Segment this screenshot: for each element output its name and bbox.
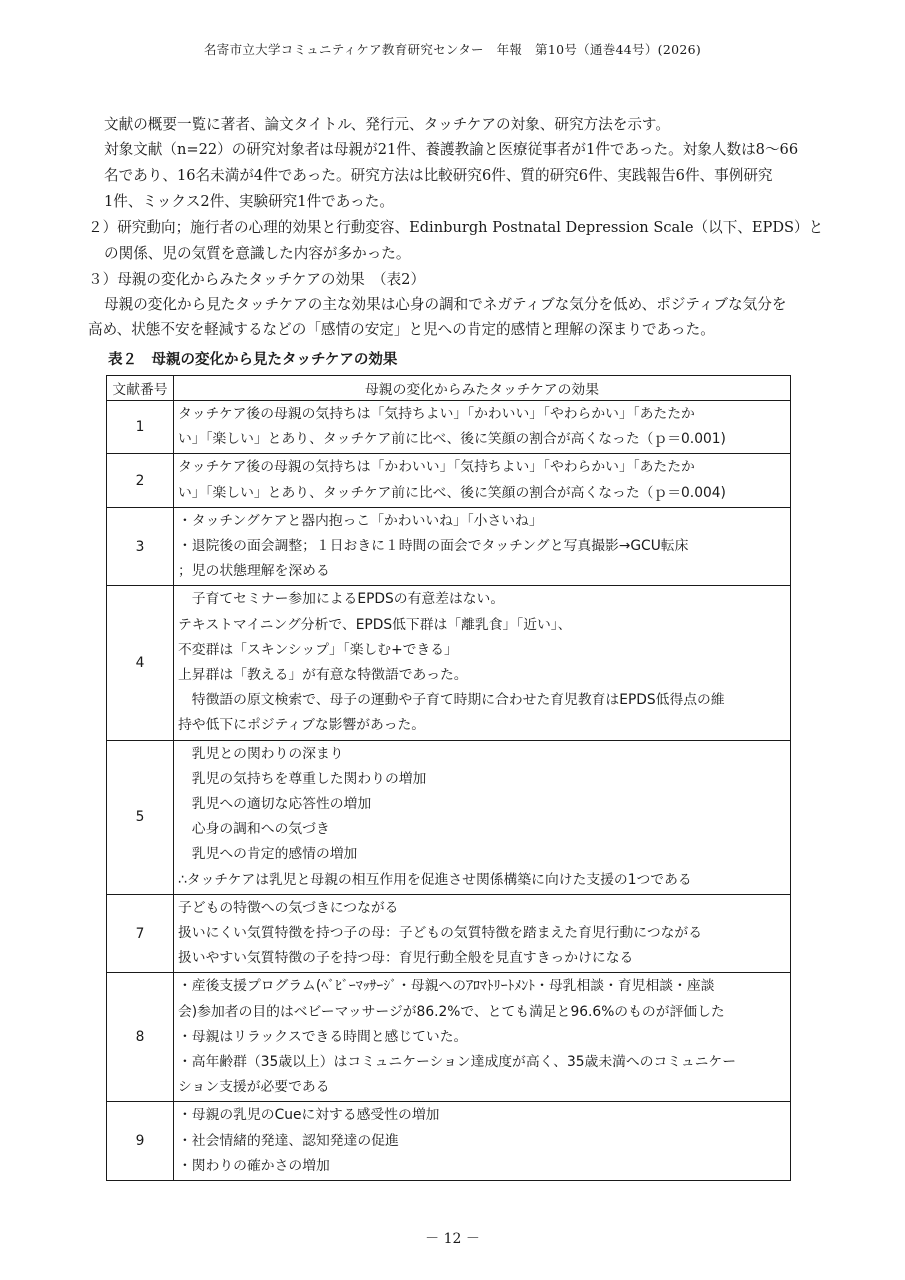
row-text	[174, 507, 791, 586]
cell-line: ・社会情緒的発達、認知発達の促進	[178, 1132, 399, 1149]
paragraph-line: 文献の概要一覧に著者、論文タイトル、発行元、タッチケアの対象、研究方法を示す。	[104, 116, 670, 133]
row-number: 9	[107, 1102, 174, 1181]
cell-line: い」「楽しい」とあり、タッチケア前に比べ、後に笑顔の割合が高くなった（ｐ＝0.001)	[178, 431, 726, 448]
row-number: 4	[107, 586, 174, 740]
table-row	[107, 401, 791, 454]
cell-line: 乳児への適切な応答性の増加	[178, 796, 372, 813]
cell-line: 乳児の気持ちを尊重した関わりの増加	[178, 770, 427, 787]
cell-line: 子育てセミナー参加によるEPDSの有意差はない。	[178, 591, 505, 608]
paragraph-line: ２）研究動向；施行者の心理的効果と行動変容、Edinburgh Postnatal Depression Scale（以下、EPDS）と	[88, 219, 824, 236]
row-number: 2	[107, 454, 174, 507]
row-text	[174, 740, 791, 894]
paragraph-line: 母親の変化から見たタッチケアの主な効果は心身の調和でネガティブな気分を低め、ポジティブな気分を	[104, 296, 787, 313]
page-number: － 12 －	[425, 1231, 480, 1247]
row-text	[174, 973, 791, 1102]
paragraph-line: の関係、児の気質を意識した内容が多かった。	[104, 245, 411, 262]
row-number: 7	[107, 894, 174, 973]
cell-line: ・タッチングケアと器内抱っこ「かわいいね」「小さいね」	[178, 512, 543, 529]
cell-line: 乳児との関わりの深まり	[178, 745, 344, 762]
table-row	[107, 894, 791, 973]
table-header-row	[107, 376, 791, 401]
table-row	[107, 1102, 791, 1181]
row-text	[174, 894, 791, 973]
cell-line: ∴タッチケアは乳児と母親の相互作用を促進させ関係構築に向けた支援の1つである	[178, 871, 692, 888]
cell-line: タッチケア後の母親の気持ちは「気持ちよい」「かわいい」「やわらかい」「あたたか	[178, 406, 695, 422]
paragraph-line: 1件、ミックス2件、実験研究1件であった。	[104, 193, 394, 210]
cell-line: 扱いにくい気質特徴を持つ子の母：子どもの気質特徴を踏まえた育児行動につながる	[178, 925, 703, 942]
row-text	[174, 586, 791, 740]
cell-line: 不変群は「スキンシップ」「楽しむ+できる」	[178, 641, 458, 658]
column-header: 文献番号	[107, 376, 174, 401]
row-text	[174, 401, 791, 454]
cell-line: テキストマイニング分析で、EPDS低下群は「離乳食」「近い」、	[178, 616, 572, 633]
cell-line: い」「楽しい」とあり、タッチケア前に比べ、後に笑顔の割合が高くなった（ｐ＝0.004)	[178, 484, 726, 501]
table-row	[107, 454, 791, 507]
row-text	[174, 1102, 791, 1181]
cell-line: タッチケア後の母親の気持ちは「かわいい」「気持ちよい」「やわらかい」「あたたか	[178, 459, 695, 476]
effects-table	[106, 375, 791, 1181]
row-number: 1	[107, 401, 174, 454]
cell-line: 乳児への肯定的感情の増加	[178, 846, 358, 863]
cell-line: ・母親の乳児のCueに対する感受性の増加	[178, 1107, 440, 1124]
row-number: 5	[107, 740, 174, 894]
table-title: 表２ 母親の変化から見たタッチケアの効果	[108, 352, 398, 368]
cell-line: ・母親はリラックスできる時間と感じていた。	[178, 1028, 468, 1045]
cell-line: 会)参加者の目的はベビーマッサージが86.2%で、とても満足と96.6%のものが評価した	[178, 1003, 725, 1020]
table-row	[107, 973, 791, 1102]
running-header: 名寄市立大学コミュニティケア教育研究センター 年報 第10号（通巻44号）(2026)	[203, 42, 702, 57]
table-row	[107, 586, 791, 740]
cell-line: ション支援が必要である	[178, 1079, 330, 1096]
cell-line: 子どもの特徴への気づきにつながる	[178, 899, 399, 916]
cell-line: 扱いやすい気質特徴の子を持つ母：育児行動全般を見直すきっかけになる	[178, 950, 634, 967]
table-row	[107, 507, 791, 586]
cell-line: ・退院後の面会調整；１日おきに１時間の面会でタッチングと写真撮影→GCU転床	[178, 538, 689, 555]
paragraph-line: 対象文献（n=22）の研究対象者は母親が21件、養護教諭と医療従事者が1件であった。対象人数は8〜66	[104, 141, 799, 158]
cell-line: 心身の調和への気づき	[178, 821, 330, 838]
paragraph-line: 高め、状態不安を軽減するなどの「感情の安定」と児への肯定的感情と理解の深まりであった。	[88, 321, 715, 338]
column-header: 母親の変化からみたタッチケアの効果	[174, 376, 791, 401]
cell-line: 上昇群は「教える」が有意な特徴語であった。	[178, 667, 468, 684]
cell-line: ・高年齢群（35歳以上）はコミュニケーション達成度が高く、35歳未満へのコミュニケー	[178, 1054, 737, 1071]
row-number: 3	[107, 507, 174, 586]
row-number: 8	[107, 973, 174, 1102]
cell-line: ・産後支援プログラム(ﾍﾞﾋﾞｰﾏｯｻｰｼﾞ・母親へのｱﾛﾏﾄﾘｰﾄﾒﾝﾄ・母乳相談・育児相談・座談	[178, 978, 715, 995]
cell-line: ；児の状態理解を深める	[178, 563, 330, 580]
row-text	[174, 454, 791, 507]
table-row	[107, 740, 791, 894]
paragraph-line: 名であり、16名未満が4件であった。研究方法は比較研究6件、質的研究6件、実践報告6件、事例研究	[104, 167, 773, 184]
cell-line: ・関わりの確かさの増加	[178, 1157, 330, 1174]
section-heading: ３）母親の変化からみたタッチケアの効果 （表2）	[88, 271, 426, 288]
cell-line: 持や低下にポジティブな影響があった。	[178, 717, 426, 734]
cell-line: 特徴語の原文検索で、母子の運動や子育て時期に合わせた育児教育はEPDS低得点の維	[178, 692, 725, 709]
